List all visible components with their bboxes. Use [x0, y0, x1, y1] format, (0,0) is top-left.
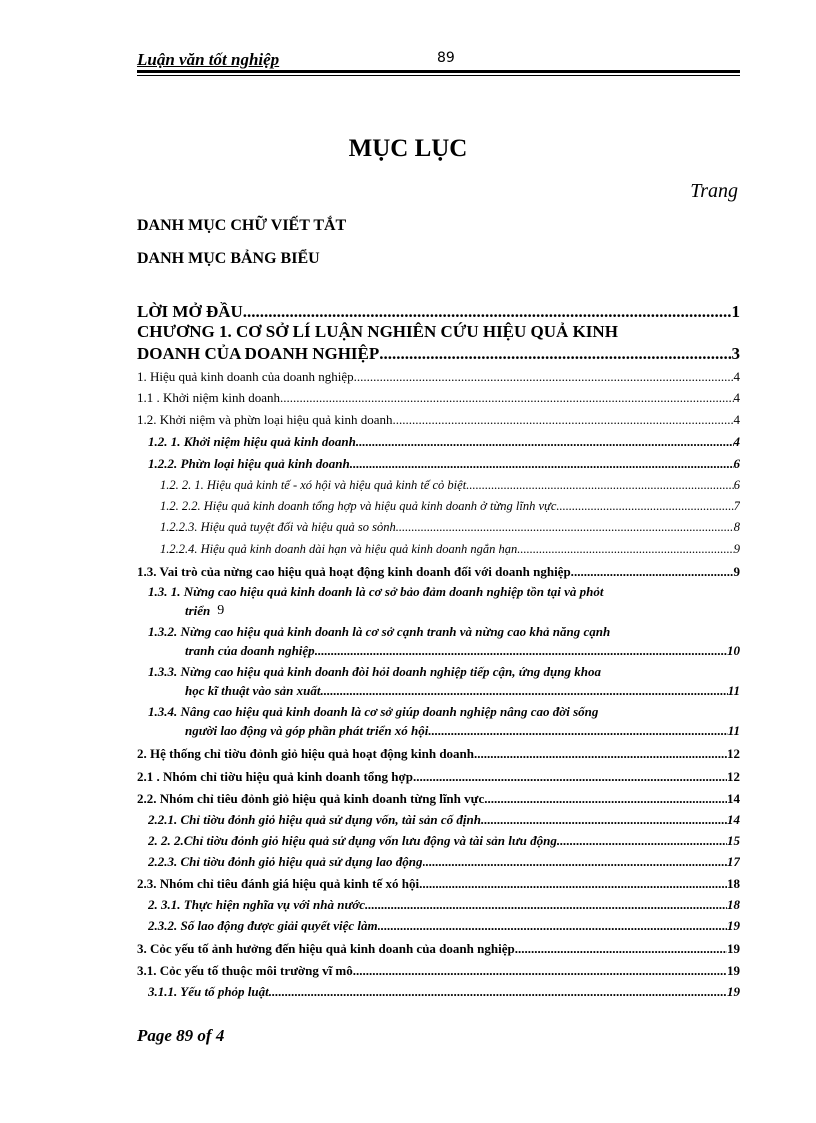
toc-entry-text: 2.2.3. Chỉ tiờu đỏnh giỏ hiệu quả sử dụng lao động: [148, 854, 423, 869]
toc-entry-page: 9: [733, 542, 740, 556]
toc-entry-text: 1. Hiệu quả kinh doanh của doanh nghiệp: [137, 369, 354, 384]
toc-entry[interactable]: [148, 984, 740, 1000]
toc-entry-page: 4: [733, 390, 740, 405]
toc-entry-text: 3.1.1. Yếu tố phỏp luật: [148, 984, 269, 999]
header-title: Luận văn tốt nghiệp: [137, 50, 280, 69]
toc-entry-text: tranh của doanh nghiệp: [185, 643, 315, 658]
toc-entry[interactable]: 1.3.2. Nừng cao hiệu quả kinh doanh là cơ sở cạnh tranh và nừng cao khả năng cạnh: [148, 624, 611, 639]
toc-entry-page: 12: [727, 746, 740, 761]
toc-entry[interactable]: [160, 520, 740, 535]
toc-entry[interactable]: [160, 542, 740, 557]
toc-entry-text: CHƯƠNG 1. CƠ SỞ LÍ LUẬN NGHIÊN CỨU HIỆU QUẢ KINH: [137, 322, 618, 341]
toc-entry-page: 4: [733, 369, 740, 384]
toc-entry[interactable]: 1.3. 1. Nừng cao hiệu quả kinh doanh là cơ sở bảo đảm doanh nghiệp tồn tại và phỏt: [148, 584, 604, 599]
toc-entry[interactable]: [185, 643, 740, 659]
toc-entry[interactable]: [137, 791, 740, 807]
toc-entry[interactable]: [137, 322, 740, 342]
toc-entry[interactable]: [137, 344, 740, 364]
toc-entry-page: 11: [727, 723, 740, 738]
toc-entry-page: 10: [727, 643, 740, 658]
toc-entry-text: DOANH CỦA DOANH NGHIỆP: [137, 344, 380, 363]
toc-entry-page: 9: [733, 564, 740, 579]
toc-entry-page: 9: [217, 603, 225, 618]
page-footer: Page 89 of 4: [137, 1026, 225, 1045]
toc-entry[interactable]: 1.3.4. Nâng cao hiệu quả kinh doanh là cơ sở giúp doanh nghiệp nâng cao đời sống: [148, 704, 599, 719]
toc-entry-text: 2.1 . Nhóm chỉ tiờu hiệu quả kinh doanh tổng hợp: [137, 769, 413, 784]
toc-entry-page: 4: [733, 434, 740, 449]
toc-entry[interactable]: [137, 941, 740, 957]
toc-entry-text: triển: [185, 603, 211, 618]
toc-entry[interactable]: [137, 369, 740, 385]
toc-entry-text: 2.3. Nhóm chỉ tiêu đánh giá hiệu quả kinh tế xó hội: [137, 876, 420, 891]
toc-entry-page: 8: [733, 520, 740, 534]
toc-entry[interactable]: [148, 897, 740, 913]
toc-entry-text: 1.2.2. Phừn loại hiệu quả kinh doanh.: [148, 456, 354, 471]
toc-entry-text: 2. 3.1. Thực hiện nghĩa vụ với nhà nước: [148, 897, 365, 912]
toc-entry-text: 3. Cỏc yếu tố ảnh hưởng đến hiệu quả kinh doanh của doanh nghiệp: [137, 941, 515, 956]
toc-entry[interactable]: [185, 723, 740, 739]
toc-entry-page: 6: [733, 456, 740, 471]
toc-entry[interactable]: [137, 876, 740, 892]
toc-entry-text: 3.1. Cỏc yếu tố thuộc môi trường vĩ mô.: [137, 963, 357, 978]
toc-entry[interactable]: [160, 478, 740, 493]
toc-entry-text: 1.2.2.3. Hiệu quả tuyệt đối và hiệu quả so sỏnh: [160, 520, 396, 534]
toc-entry[interactable]: [148, 918, 740, 934]
toc-entry-page: 12: [727, 769, 740, 784]
toc-entry[interactable]: [148, 833, 740, 849]
toc-entry-text: 2.2. Nhóm chỉ tiêu đỏnh giỏ hiệu quả kinh doanh từng lĩnh vực: [137, 791, 485, 806]
toc-entry-page: 11: [727, 683, 740, 698]
list-abbreviations-heading: DANH MỤC CHỮ VIẾT TẮT: [137, 217, 347, 234]
toc-entry-text: 1.1 . Khởi niệm kinh doanh.: [137, 390, 284, 405]
page-column-label: Trang: [690, 180, 738, 202]
toc-entry-text: LỜI MỞ ĐẦU: [137, 302, 243, 321]
toc-entry-text: 2. 2. 2.Chỉ tiờu đỏnh giỏ hiệu quả sử dụng vốn lưu động và tài sản lưu động: [148, 833, 557, 848]
toc-entry-text: 1.2. 1. Khởi niệm hiệu quả kinh doanh: [148, 434, 356, 449]
toc-entry[interactable]: [137, 746, 740, 762]
toc-entry-text: 2.3.2. Số lao động được giải quyết việc làm: [148, 918, 378, 933]
toc-entry-text: 1.2. 2. 1. Hiệu quả kinh tế - xó hội và hiệu quả kinh tế cỏ biệt: [160, 478, 467, 492]
toc-entry-page: 3: [731, 344, 740, 363]
header-rule-thick: [137, 70, 740, 73]
toc-entry[interactable]: [137, 564, 740, 580]
toc-entry[interactable]: 1.3.3. Nừng cao hiệu quả kinh doanh đòi hỏi doanh nghiệp tiếp cận, ứng dụng khoa: [148, 664, 601, 679]
toc-entry-page: 4: [733, 412, 740, 427]
toc-entry-text: 1.2. 2.2. Hiệu quả kinh doanh tổng hợp và hiệu quả kinh doanh ở từng lĩnh vực: [160, 499, 557, 513]
toc-entry[interactable]: [185, 683, 740, 699]
header-rule-thin: [137, 75, 740, 76]
list-tables-heading: DANH MỤC BẢNG BIỂU: [137, 250, 320, 267]
toc-entry-text: người lao động và góp phần phát triển xó hội: [185, 723, 429, 738]
toc-entry-page: 1: [731, 302, 740, 321]
toc-entry-page: 19: [727, 984, 740, 999]
toc-entry-text: 1.3. Vai trò của nừng cao hiệu quả hoạt động kinh doanh đối với doanh nghiệp.: [137, 564, 574, 579]
toc-entry-text: 1.2. Khởi niệm và phừn loại hiệu quả kinh doanh.: [137, 412, 396, 427]
toc-entry-text: 1.2.2.4. Hiệu quả kinh doanh dài hạn và hiệu quả kinh doanh ngắn hạn: [160, 542, 518, 556]
toc-entry[interactable]: [137, 769, 740, 785]
toc-entry-page: 14: [727, 791, 740, 806]
toc-entry[interactable]: [137, 390, 740, 406]
toc-entry-text: 2. Hệ thống chỉ tiờu đỏnh giỏ hiệu quả hoạt động kinh doanh: [137, 746, 475, 761]
toc-entry[interactable]: [137, 302, 740, 322]
toc-entry-page: 6: [733, 478, 740, 492]
toc-entry-text: học kĩ thuật vào sản xuất: [185, 683, 321, 698]
toc-entry[interactable]: [160, 499, 740, 514]
toc-entry-page: 19: [727, 941, 740, 956]
toc-entry-page: 19: [727, 963, 740, 978]
toc-entry-page: 19: [727, 918, 740, 933]
document-title: MỤC LỤC: [348, 135, 468, 162]
toc-entry[interactable]: [148, 456, 740, 472]
toc-entry[interactable]: [137, 963, 740, 979]
toc-entry-page: 14: [727, 812, 740, 827]
toc-entry-page: 7: [733, 499, 740, 513]
toc-entry[interactable]: [148, 434, 740, 450]
toc-entry-page: 17: [727, 854, 740, 869]
toc-entry-page: 18: [727, 897, 740, 912]
toc-entry[interactable]: [148, 854, 740, 870]
toc-entry-text: 2.2.1. Chỉ tiờu đỏnh giỏ hiệu quả sử dụng vốn, tài sản cố định: [148, 812, 481, 827]
toc-entry-page: 18: [727, 876, 740, 891]
toc-entry[interactable]: [185, 603, 740, 619]
toc-entry[interactable]: [137, 412, 740, 428]
toc-entry[interactable]: [148, 812, 740, 828]
toc-entry-page: 15: [727, 833, 740, 848]
header-page-number: 89: [437, 50, 455, 66]
